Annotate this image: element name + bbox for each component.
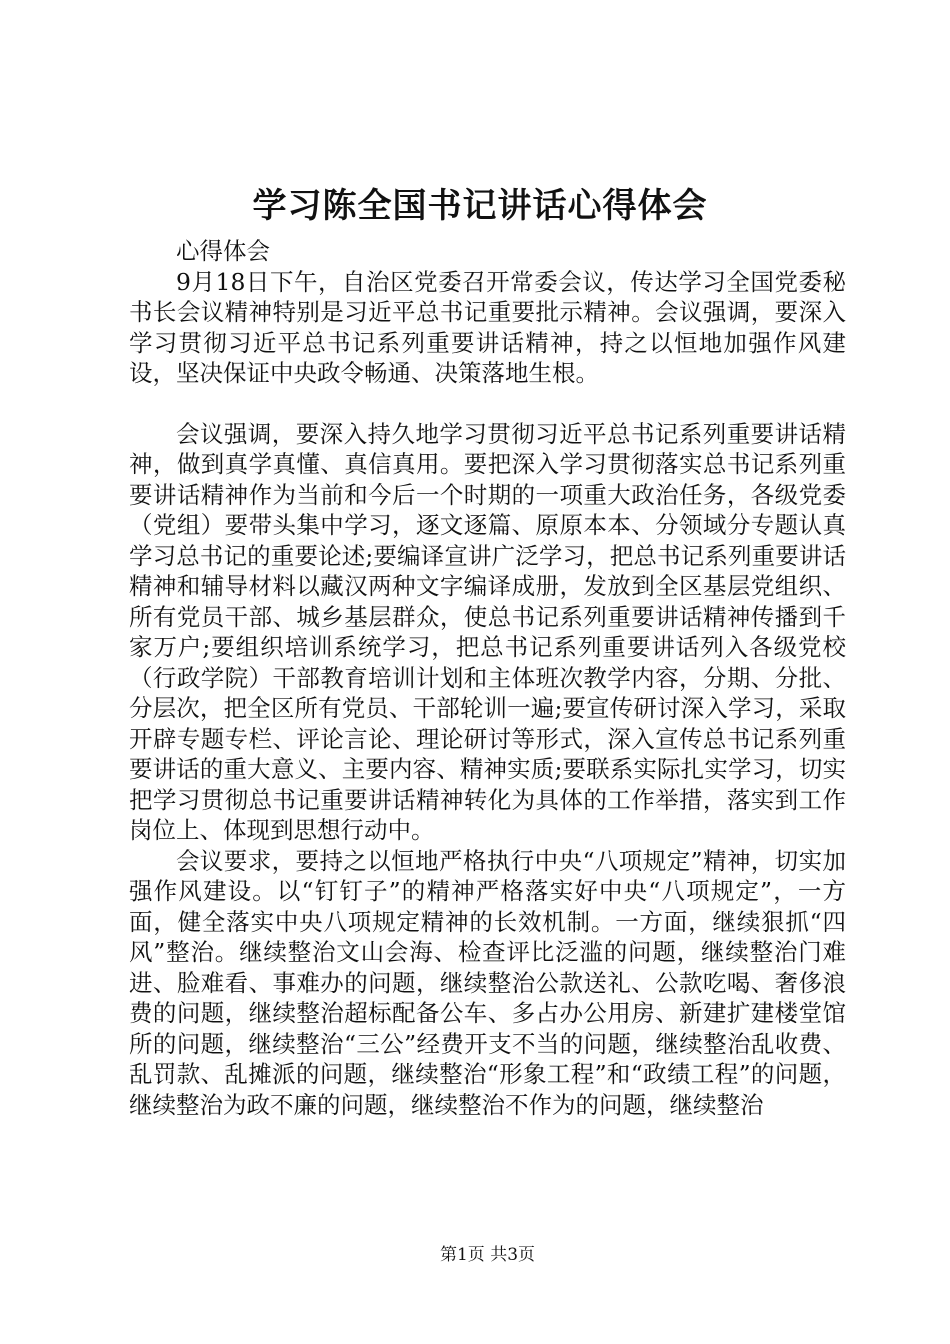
paragraph: 会议要求，要持之以恒地严格执行中央“八项规定”精神，切实加强作风建设。以“钉钉子”的精神严格落实好中央“八项规定”，一方面，健全落实中央八项规定精神的长效机制。一方面，继续狠抓“四风”整治。继续整治文山会海、检查评比泛滥的问题，继续整治门难进、脸难看、事难办的问题，继续整治公款送礼、公款吃喝、奢侈浪费的问题，继续整治超标配备公车、多占办公用房、新建扩建楼堂馆所的问题，继续整治“三公”经费开支不当的问题，继续整治乱收费、乱罚款、乱摊派的问题，继续整治“形象工程”和“政绩工程”的问题，继续整治为政不廉的问题，继续整治不作为的问题，继续整治: [129, 846, 846, 1119]
document-title: 学习陈全国书记讲话心得体会: [252, 186, 708, 226]
paragraph: 会议强调，要深入持久地学习贯彻习近平总书记系列重要讲话精神，做到真学真懂、真信真用。要把深入学习贯彻落实总书记系列重要讲话精神作为当前和今后一个时期的一项重大政治任务，各级党委（党组）要带头集中学习，逐文逐篇、原原本本、分领域分专题认真学习总书记的重要论述;要编译宣讲广泛学习，把总书记系列重要讲话精神和辅导材料以藏汉两种文字编译成册，发放到全区基层党组织、所有党员干部、城乡基层群众，使总书记系列重要讲话精神传播到千家万户;要组织培训系统学习，把总书记系列重要讲话列入各级党校（行政学院）干部教育培训计划和主体班次教学内容，分期、分批、分层次，把全区所有党员、干部轮训一遍;要宣传研讨深入学习，采取开辟专题专栏、评论言论、理论研讨等形式，深入宣传总书记系列重要讲话的重大意义、主要内容、精神实质;要联系实际扎实学习，切实把学习贯彻总书记重要讲话精神转化为具体的工作举措，落实到工作岗位上、体现到思想行动中。: [129, 419, 846, 844]
paragraph: 9月18日下午，自治区党委召开常委会议，传达学习全国党委秘书长会议精神特别是习近平总书记重要批示精神。会议强调，要深入学习贯彻习近平总书记系列重要讲话精神，持之以恒地加强作风建设，坚决保证中央政令畅通、决策落地生根。: [129, 267, 846, 387]
section-heading: 心得体会: [176, 237, 270, 265]
page-footer: [0, 1244, 950, 1266]
page-number: 第1页 共3页: [439, 1245, 536, 1265]
document-body: [129, 236, 846, 1120]
